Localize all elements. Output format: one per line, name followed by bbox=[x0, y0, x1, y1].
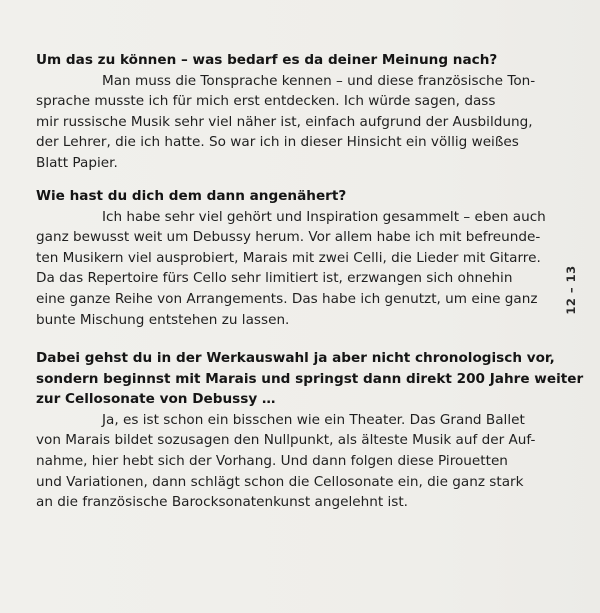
question-text: Dabei gehst du in der Werkauswahl ja aber nicht chronologisch vor, bbox=[36, 350, 555, 366]
answer-text: ganz bewusst weit um Debussy herum. Vor allem habe ich mit befreunde- bbox=[36, 229, 541, 246]
answer-text: nahme, hier hebt sich der Vorhang. Und dann folgen diese Pirouetten bbox=[36, 452, 508, 469]
answer-text: Blatt Papier. bbox=[36, 154, 118, 171]
interview-section-3 bbox=[36, 348, 584, 513]
answer-text: Man muss die Tonsprache kennen – und diese französische Ton- bbox=[102, 72, 536, 89]
answer-text: an die französische Barocksonatenkunst angelehnt ist. bbox=[36, 494, 408, 511]
answer-text: ten Musikern viel ausprobiert, Marais mit zwei Celli, die Lieder mit Gitarre. bbox=[36, 249, 541, 266]
answer-text: mir russische Musik sehr viel näher ist, einfach aufgrund der Ausbildung, bbox=[36, 113, 533, 130]
answer-text: der Lehrer, die ich hatte. So war ich in dieser Hinsicht ein völlig weißes bbox=[36, 134, 519, 151]
page-number: 12 – 13 bbox=[564, 265, 578, 315]
question-text: sondern beginnst mit Marais und springst dann direkt 200 Jahre weiter bbox=[36, 370, 584, 387]
answer-text: Da das Repertoire fürs Cello sehr limitiert ist, erzwangen sich ohnehin bbox=[36, 270, 513, 287]
question-text: Wie hast du dich dem dann angenähert? bbox=[36, 188, 347, 204]
interview-section-2 bbox=[36, 186, 546, 330]
interview-section-1 bbox=[36, 50, 536, 174]
question-text: Um das zu können – was bedarf es da deiner Meinung nach? bbox=[36, 52, 498, 68]
answer-text: sprache musste ich für mich erst entdecken. Ich würde sagen, dass bbox=[36, 93, 496, 110]
answer-text: bunte Mischung entstehen zu lassen. bbox=[36, 311, 290, 328]
answer-text: und Variationen, dann schlägt schon die Cellosonate ein, die ganz stark bbox=[36, 473, 524, 490]
answer-text: von Marais bildet sozusagen den Nullpunkt, als älteste Musik auf der Auf- bbox=[36, 432, 536, 449]
answer-text: Ja, es ist schon ein bisschen wie ein Theater. Das Grand Ballet bbox=[102, 411, 525, 428]
answer-text: eine ganze Reihe von Arrangements. Das habe ich genutzt, um eine ganz bbox=[36, 290, 538, 307]
question-text: zur Cellosonate von Debussy … bbox=[36, 391, 276, 408]
answer-text: Ich habe sehr viel gehört und Inspiration gesammelt – eben auch bbox=[102, 208, 546, 225]
